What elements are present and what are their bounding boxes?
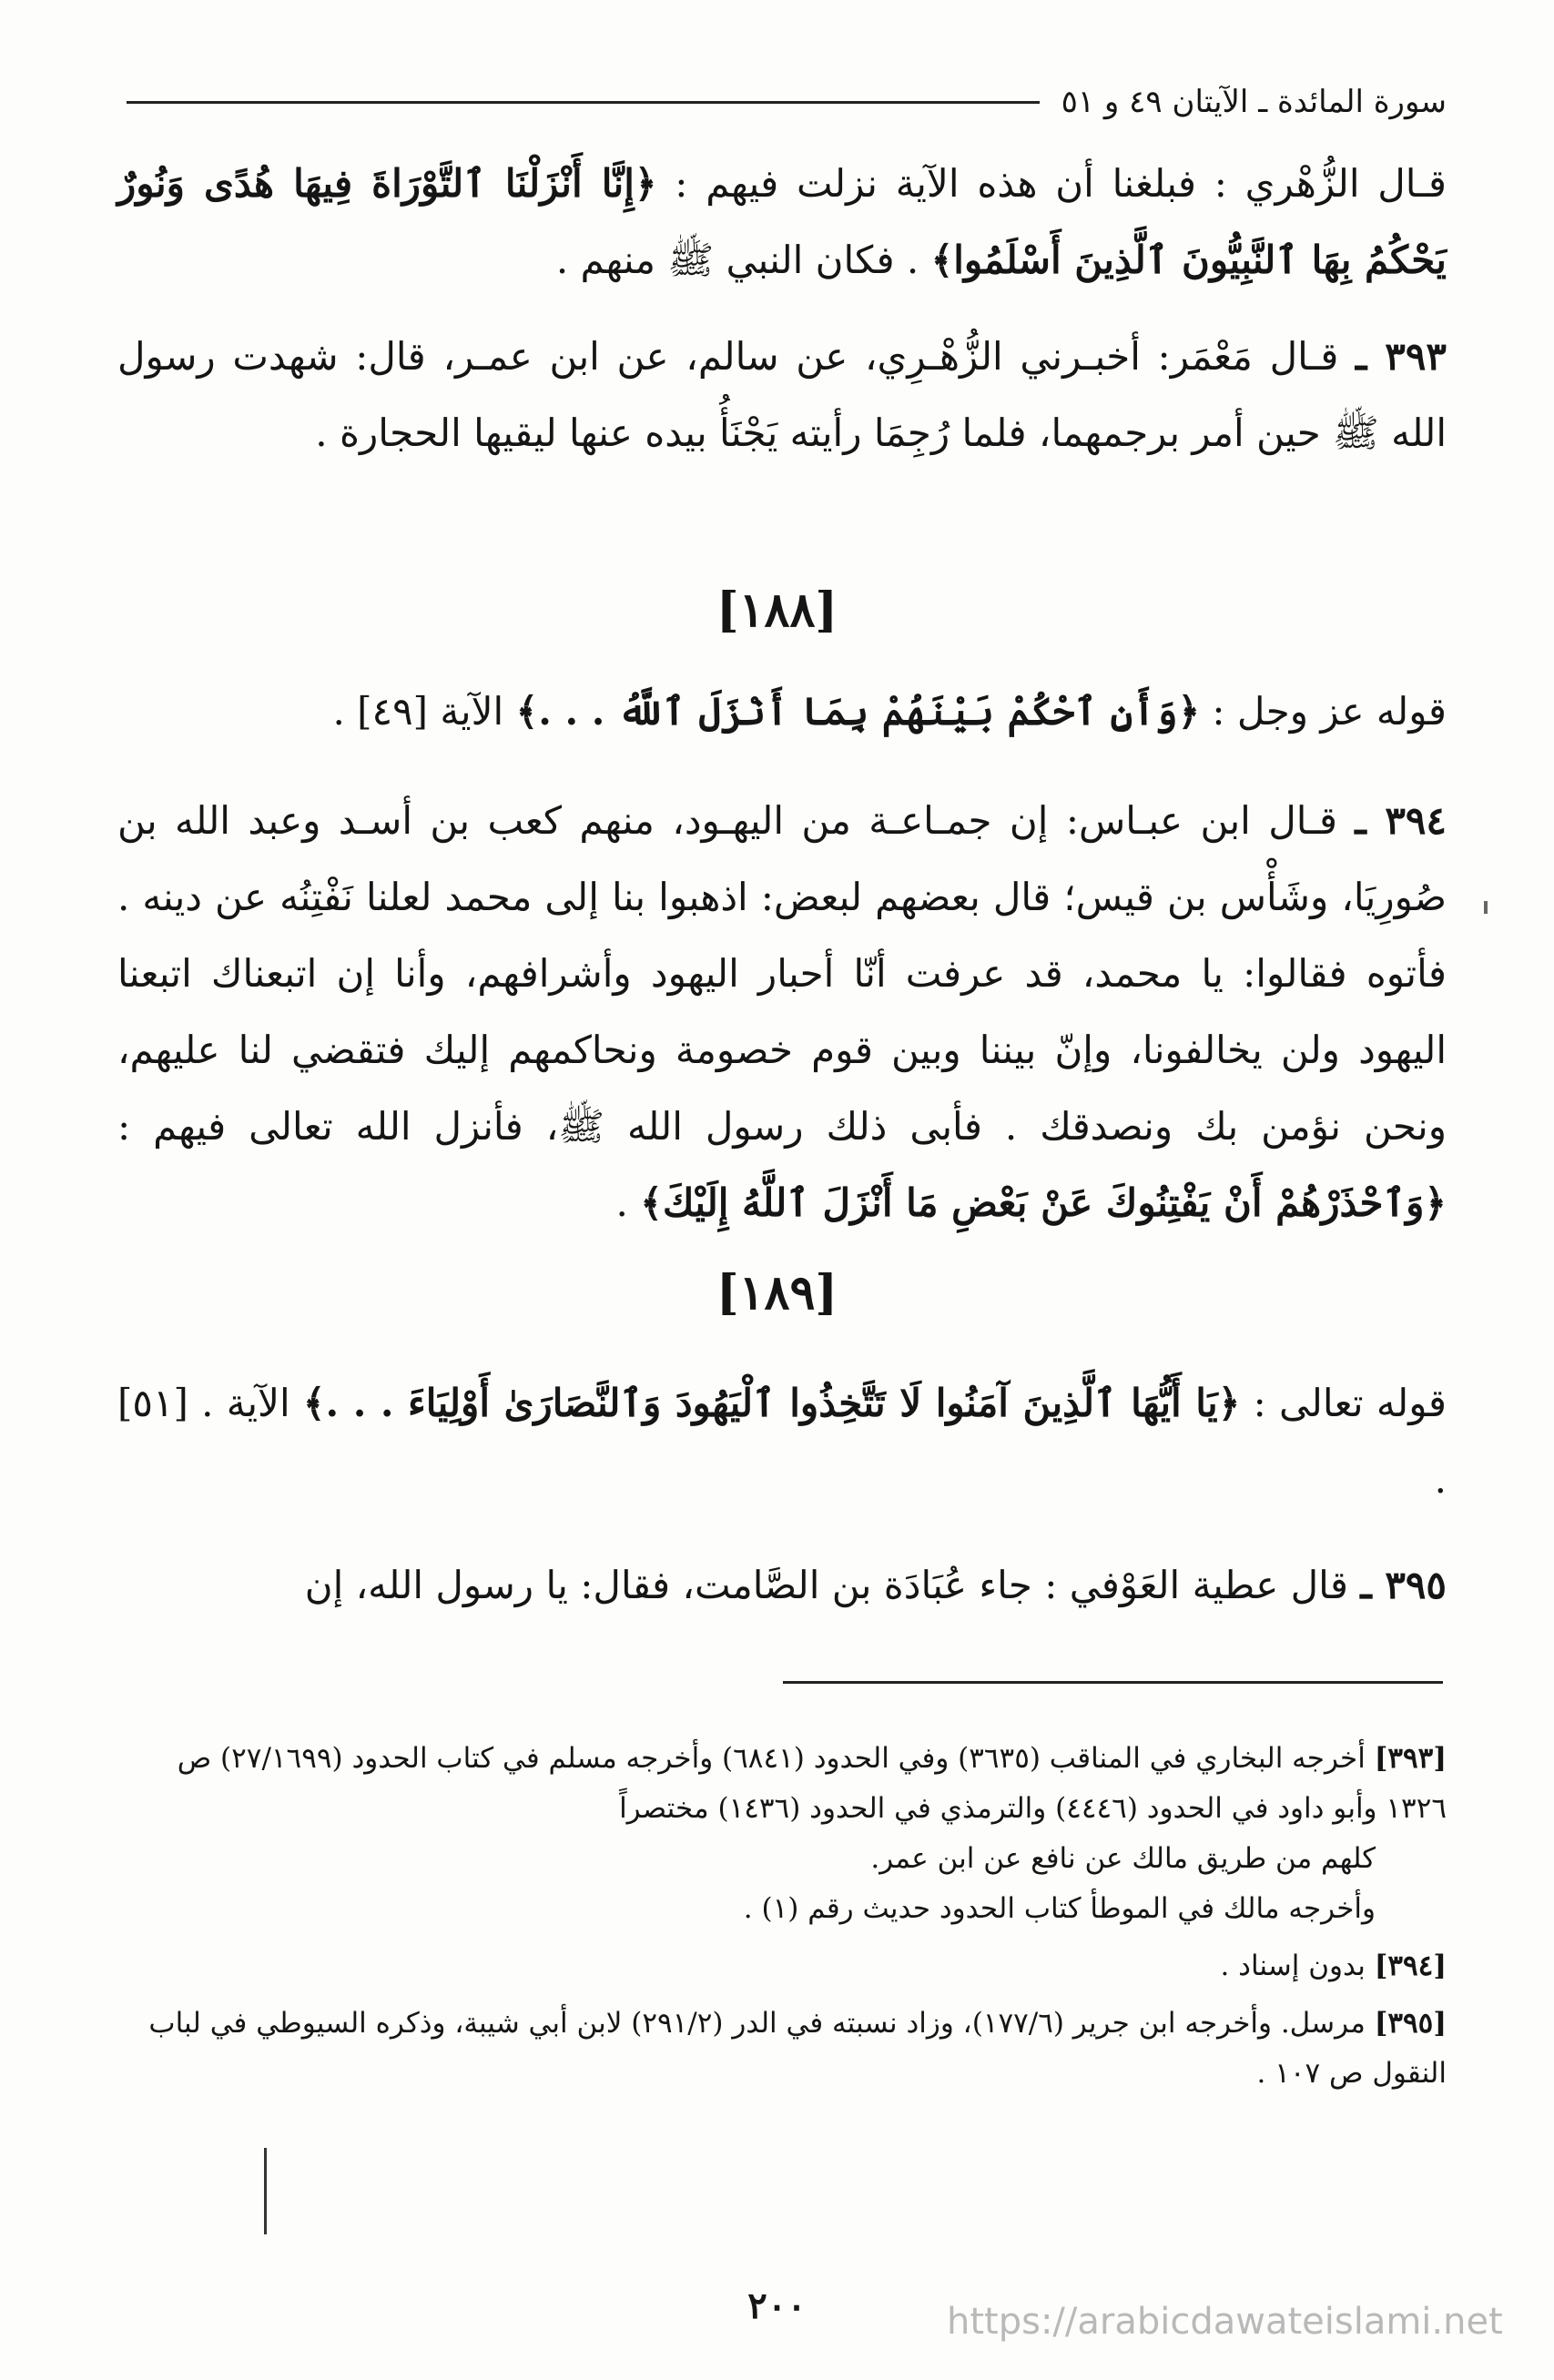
running-header: [127, 84, 1447, 120]
margin-mark: [264, 2148, 267, 2234]
footnote-394: [108, 1941, 1447, 1991]
hadith-number: ٣٩٣ ـ: [1356, 334, 1447, 379]
chapter-heading-189: [١٨٩]: [716, 1265, 838, 1321]
hadith-393: [117, 319, 1447, 471]
paragraph-zuhri: [117, 146, 1447, 299]
footnote-divider: [783, 1681, 1443, 1684]
chapter-heading-188: [١٨٨]: [716, 582, 838, 638]
footnote-text: بدون إسناد .: [1220, 1950, 1366, 1982]
quran-verse: ﴿وَٱحْذَرْهُمْ أَنْ يَفْتِنُوكَ عَنْ بَعْضِ مَا أَنْزَلَ ٱللَّهُ إِلَيْكَ﴾: [640, 1180, 1447, 1225]
verse-49-intro: [117, 673, 1447, 750]
hadith-number: ٣٩٤ ـ: [1355, 798, 1447, 843]
footnote-395: [108, 1999, 1447, 2099]
hadith-394: [117, 783, 1447, 1241]
footnote-ref: [٣٩٥]: [1374, 2007, 1447, 2040]
footnote-ref: [٣٩٣]: [1374, 1742, 1447, 1775]
footnote-text: كلهم من طريق مالك عن نافع عن ابن عمر.: [870, 1842, 1376, 1875]
page-number: ٢٠٠: [747, 2284, 807, 2327]
margin-mark: [1484, 901, 1488, 914]
hadith-395: [117, 1547, 1447, 1624]
header-title: سورة المائدة ـ الآيتان ٤٩ و ٥١: [1061, 84, 1447, 120]
verse-reference: الآية [٤٩] .: [332, 689, 504, 734]
verse-intro: قوله عز وجل :: [1212, 689, 1447, 734]
footnote-393: [108, 1734, 1447, 1934]
hadith-text: قـال ابن عبـاس: إن جمـاعـة من اليهـود، منهم كعب بن أسـد وعبد الله بن صُورِيَا، وشَأْس بن قيس؛ قال بعضهم لبعض: اذهبوا بنا إلى محمد لعلنا نَفْتِنُه عن دينه . فأتوه فقالوا: يا محمد، قد عرفت أنّا أحبار اليهود وأشرافهم، وأنا إن اتبعناك اتبعنا اليهود ولن يخالفونا، وإنّ بيننا وبين قوم خصومة ونحاكمهم إليك فتقضي لنا عليهم، ونحن نؤمن بك ونصدقك . فأبى ذلك رسول الله ﷺ، فأنزل الله تعالى فيهم :: [117, 798, 1447, 1149]
footnote-text: مرسل. وأخرجه ابن جرير (١٧٧/٦)، وزاد نسبته في الدر (٢٩١/٢) لابن أبي شيبة، وذكره السيوطي في لباب النقول ص ١٠٧ .: [148, 2007, 1447, 2090]
hadith-number: ٣٩٥ ـ: [1360, 1563, 1447, 1607]
hadith-text: قال عطية العَوْفي : جاء عُبَادَة بن الصَّامت، فقال: يا رسول الله، إن: [304, 1563, 1349, 1607]
footnote-text: أخرجه البخاري في المناقب (٣٦٣٥) وفي الحدود (٦٨٤١) وأخرجه مسلم في كتاب الحدود (٢٧/١٦٩٩) ص ١٣٢٦ وأبو داود في الحدود (٤٤٤٦) والترمذي في الحدود (١٤٣٦) مختصراً: [177, 1742, 1447, 1825]
verse-reference: الآية . [٥١] .: [117, 1381, 1447, 1502]
header-rule: [127, 101, 1040, 104]
verse-51-intro: [117, 1365, 1447, 1518]
paragraph-outro: . فكان النبي ﷺ منهم .: [555, 238, 919, 282]
footnotes: [108, 1734, 1447, 2106]
verse-intro: قوله تعالى :: [1253, 1381, 1447, 1425]
watermark: https://arabicdawateislami.net: [947, 2301, 1503, 2343]
footnote-ref: [٣٩٤]: [1374, 1950, 1447, 1982]
quran-verse: ﴿يَا أَيُّهَا ٱلَّذِينَ آمَنُوا لَا تَتَّخِذُوا ٱلْيَهُودَ وَٱلنَّصَارَىٰ أَوْلِيَاءَ . . .﴾: [302, 1381, 1241, 1425]
quran-verse: ﴿وَأَنِ ٱحْكُمْ بَيْنَهُمْ بِمَا أَنْزَلَ ٱللَّهُ . . .﴾: [515, 689, 1201, 734]
paragraph-intro: قـال الزُّهْري : فبلغنا أن هذه الآية نزلت فيهم :: [675, 161, 1447, 206]
quran-verse: ﴿إِنَّا أَنْزَلْنَا ٱلتَّوْرَاةَ فِيهَا هُدًى وَنُورٌ يَحْكُمُ بِهَا ٱلنَّبِيُّونَ ٱلَّذِينَ أَسْلَمُوا﴾: [117, 161, 1447, 282]
hadith-text: قـال مَعْمَر: أخبـرني الزُّهْـرِي، عن سالم، عن ابن عمـر، قال: شهدت رسول الله ﷺ حين أمر برجمهما، فلما رُجِمَا رأيته يَجْنَأُ بيده عنها ليقيها الحجارة .: [117, 334, 1447, 455]
footnote-text: وأخرجه مالك في الموطأ كتاب الحدود حديث رقم (١) .: [743, 1892, 1376, 1925]
paragraph-outro: .: [615, 1180, 628, 1225]
